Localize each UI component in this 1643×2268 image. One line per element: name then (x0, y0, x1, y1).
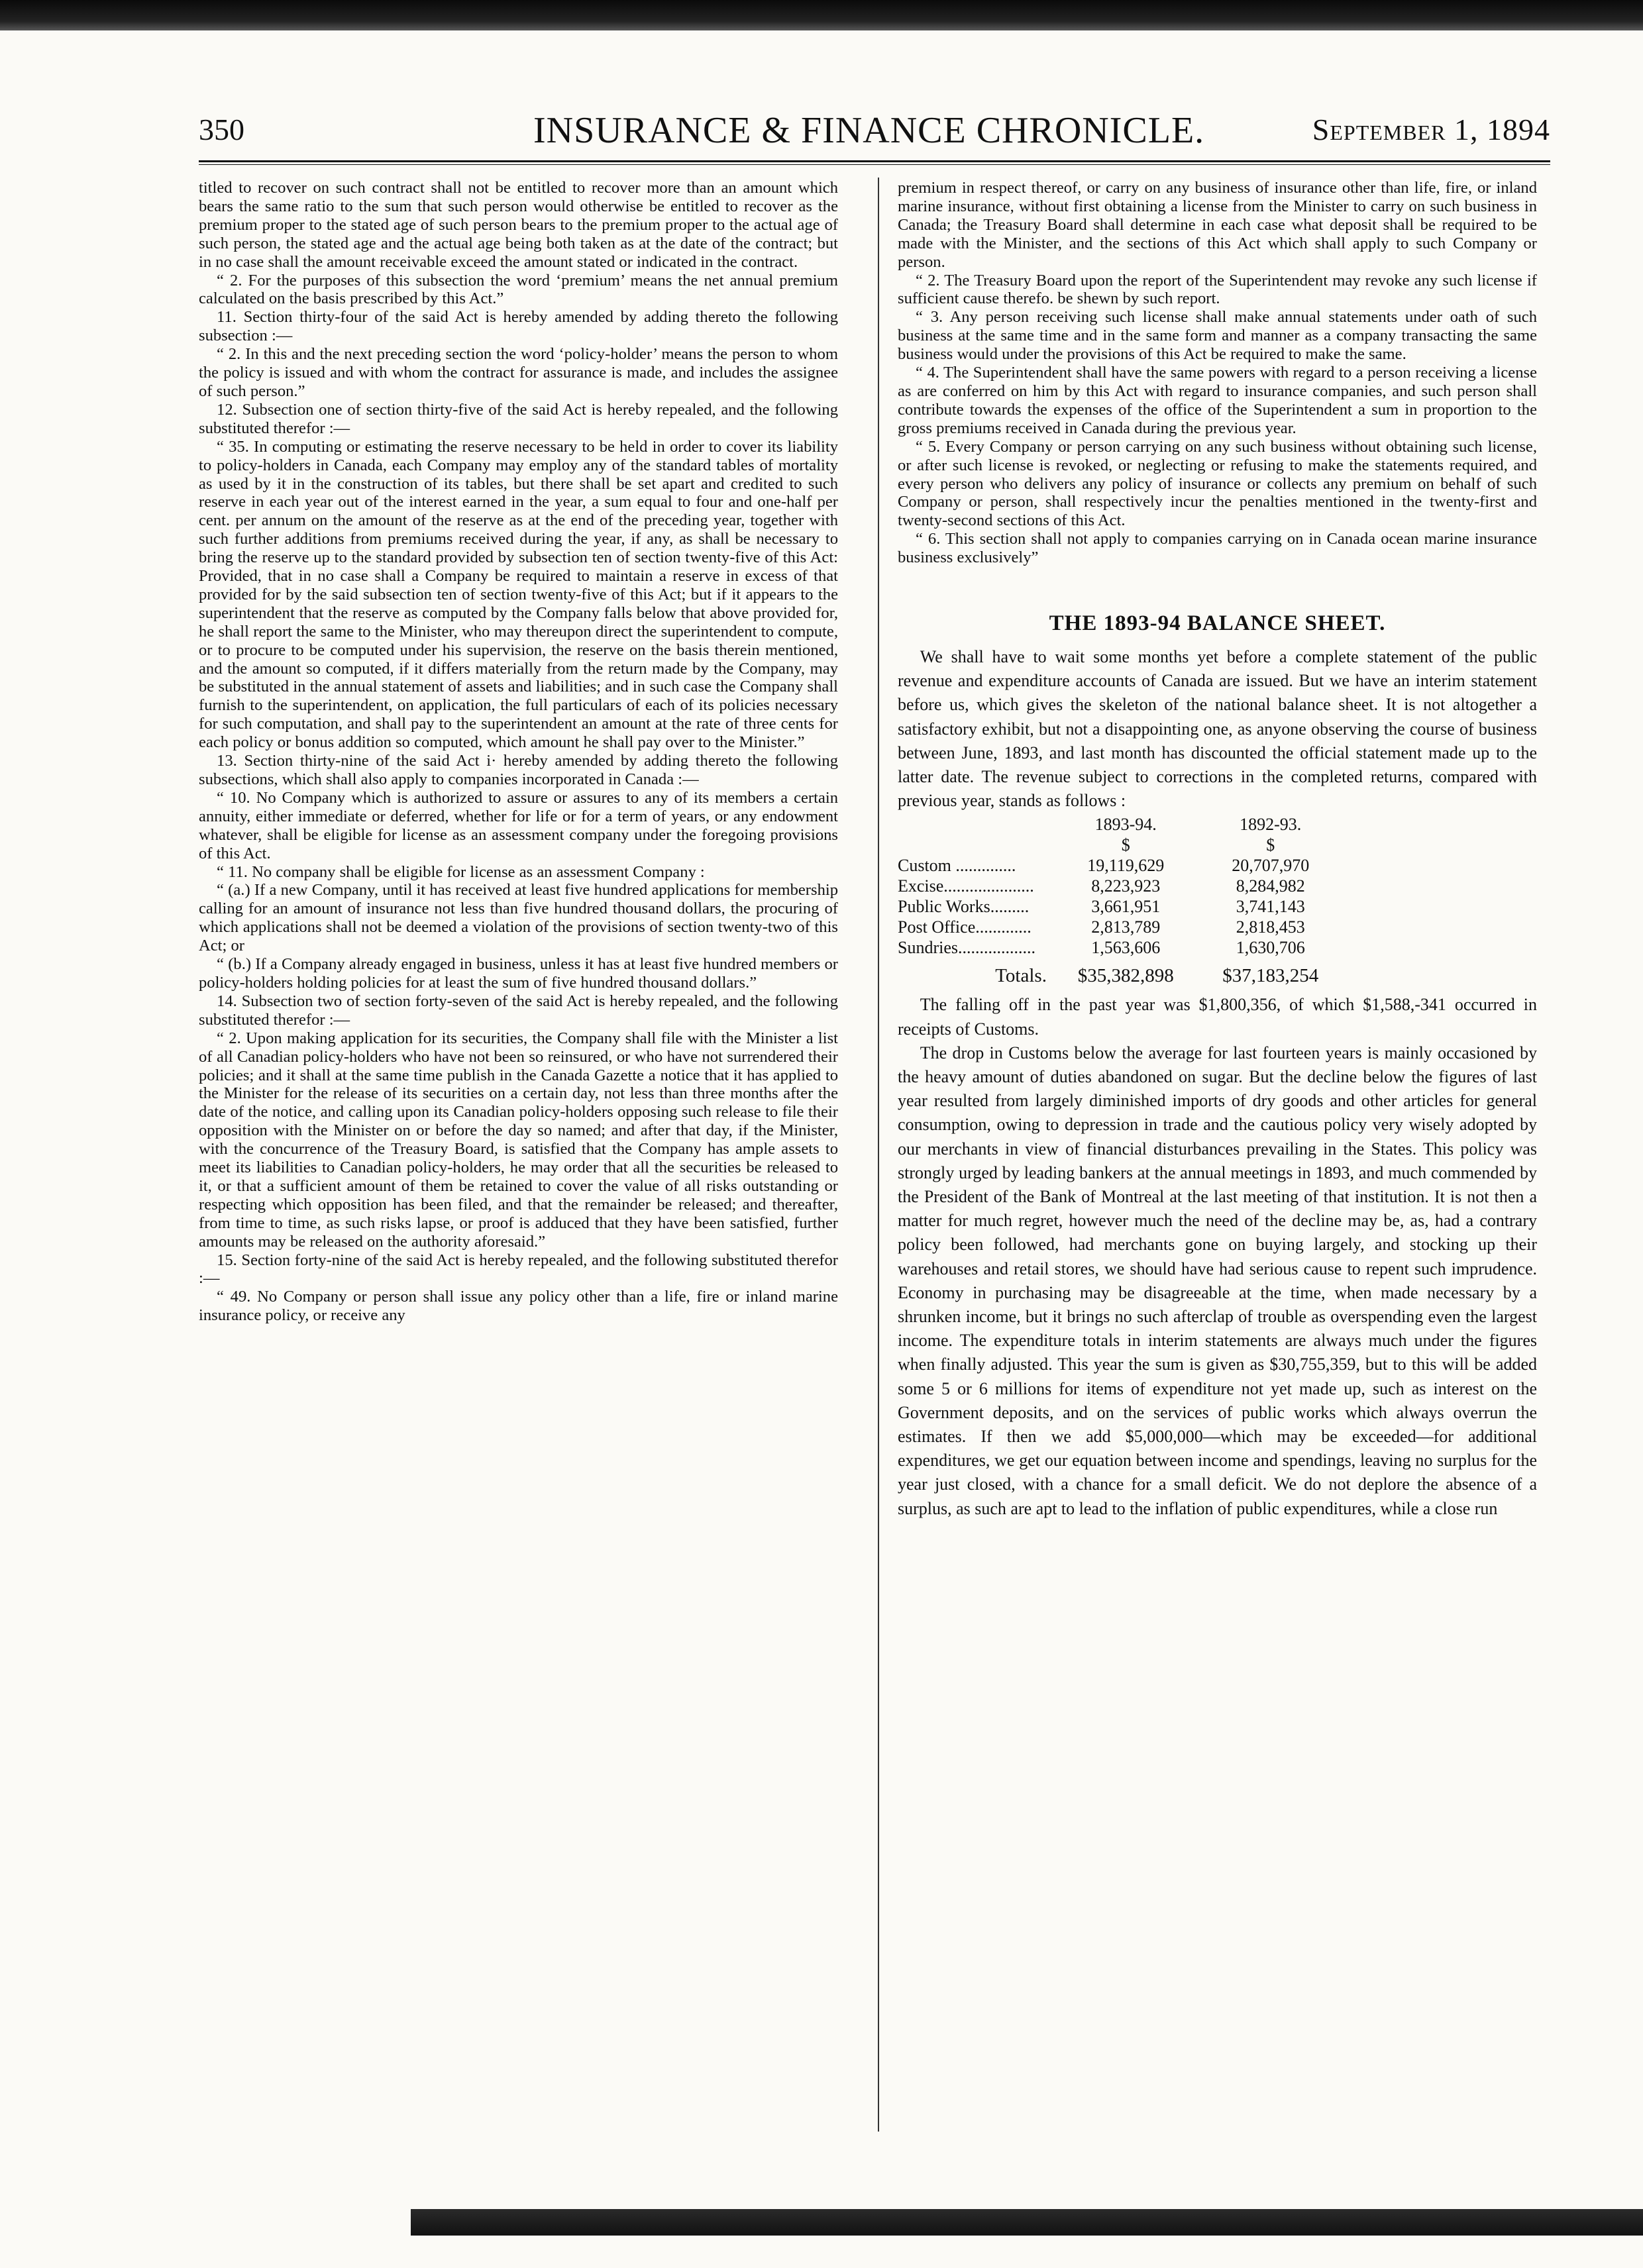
row-label: Sundries.................. (898, 938, 1035, 958)
article-body (898, 645, 1537, 1521)
left-column (199, 179, 838, 1325)
paragraph: The drop in Customs below the average for last fourteen years is mainly occasioned by the heavy amount of duties abandoned on sugar. But the decline below the figures of last year resulted from largely diminished imports of dry goods and other articles for general consumption, owing to depression in trade and the cautious policy very wisely adopted by our merchants in view of financial disturbances prevailing in the States. This policy was strongly urged by leading bankers at the annual meetings in 1893, and much commended by the President of the Bank of Montreal at the last meeting of that institution. It is not then a matter for much regret, however much the need of the decline may be, as, had a contrary policy been followed, had merchants gone on buying largely, and stocking up their warehouses and retail stores, we should have had serious cause to repent such imprudence. Economy in purchasing may be disagreeable at the time, when made necessary by a shrunken income, but it brings no such afterclap of trouble as overspending even the largest income. The expenditure totals in interim statements are always much under the figures when finally adjusted. This year the sum is given as $30,755,359, but to this will be added some 5 or 6 millions for items of expenditure not yet made up, such as interest on the Government deposits, and on the services of public works which always overrun the estimates. If then we add $5,000,000—which may be exceeded—for additional expenditures, we get our equation between income and spendings, leaving no surplus for the year just closed, with a chance for a small deficit. We do not deplore the absence of a surplus, as such are apt to lead to the inflation of public expenditures, while a close run (898, 1043, 1537, 1518)
publication-title: INSURANCE & FINANCE CHRONICLE. (533, 110, 1205, 151)
paragraph: 11. Section thirty-four of the said Act is hereby amended by adding thereto the following subsection :— (199, 308, 838, 345)
row-label: Excise..................... (898, 876, 1034, 896)
paragraph: premium in respect thereof, or carry on any business of insurance other than life, fire, or inland marine insurance, without first obtaining a license from the Minister to carry on such business in Canada; the Treasury Board shall determine in each case what deposit shall be required to be made with the Minister, and the sections of this Act which shall apply to such Company or person. (898, 179, 1537, 271)
paragraph: The falling off in the past year was $1,800,356, of which $1,588,-341 occurred in receipts of Customs. (898, 995, 1537, 1039)
paragraph: “ 4. The Superintendent shall have the same powers with regard to a person receiving a license as are conferred on him by this Act with regard to insurance companies, and such person shall contribute towards the expenses of the office of the Superintendent a sum in proportion to the gross premiums received in Canada during the previous year. (898, 364, 1537, 437)
paragraph: “ 10. No Company which is authorized to assure or assures to any of its members a certain annuity, either immediate or deferred, whether for life or for a term of years, or any endowment whatever, shall be eligible for license as an assessment company under the foregoing provisions of this Act. (199, 788, 838, 862)
column-rule (878, 178, 879, 2132)
page-header (199, 109, 1550, 162)
value-1893-94: 8,223,923 (1091, 876, 1161, 896)
paragraph: 12. Subsection one of section thirty-five of the said Act is hereby repealed, and the following substituted therefor :— (199, 400, 838, 437)
column-header: 1893-94. (1094, 815, 1157, 835)
table-row (898, 876, 1335, 896)
article-title: THE 1893-94 BALANCE SHEET. (1049, 611, 1386, 636)
paragraph: “ 2. For the purposes of this subsection the word ‘premium’ means the net annual premium calculated on the basis prescribed by this Act.” (199, 271, 838, 308)
table-row (898, 855, 1335, 876)
paragraph: “ 2. In this and the next preceding section the word ‘policy-holder’ means the person to whom the policy is issued and with whom the contract for assurance is made, and includes the assignee of such person.” (199, 345, 838, 400)
table-row (898, 896, 1335, 917)
paragraph: “ 6. This section shall not apply to companies carrying on in Canada ocean marine insurance business exclusively” (898, 530, 1537, 567)
value-1892-93: 8,284,982 (1236, 876, 1305, 896)
row-label: Custom .............. (898, 856, 1016, 876)
paragraph: “ (b.) If a Company already engaged in business, unless it has at least five hundred members or policy-holders holding policies for at least the sum of five hundred thousand dollars.” (199, 955, 838, 992)
row-label: Public Works......... (898, 897, 1030, 917)
value-1893-94: 1,563,606 (1091, 938, 1161, 958)
scan-bottom-bar (411, 2209, 1643, 2236)
row-label: Post Office............. (898, 917, 1032, 937)
article-intro: We shall have to wait some months yet before a complete statement of the public revenue and expenditure accounts of Canada are issued. But we have an interim statement before us, which gives the skeleton of the national balance sheet. It is not altogether a satisfactory exhibit, but not a disappointing one, as anyone observing the course of business between June, 1893, and last month has discounted the official statement made up to the latter date. The revenue subject to corrections in the completed returns, compared with previous year, stands as follows : (898, 646, 1537, 811)
column-header: 1892-93. (1240, 815, 1302, 835)
value-1893-94: 3,661,951 (1091, 897, 1161, 917)
value-1892-93: 1,630,706 (1236, 938, 1305, 958)
scan-edge-bar (0, 0, 1643, 30)
table-unit-row (898, 835, 1335, 855)
header-rule (199, 160, 1550, 165)
total-1893-94: $35,382,898 (1077, 965, 1174, 987)
paragraph: 15. Section forty-nine of the said Act is hereby repealed, and the following substituted therefor :— (199, 1251, 838, 1288)
paragraph: 14. Subsection two of section forty-seven of the said Act is hereby repealed, and the following substituted therefor :— (199, 992, 838, 1029)
right-column (898, 179, 1537, 1521)
paragraph: “ 35. In computing or estimating the reserve necessary to be held in order to cover its liability to policy-holders in Canada, each Company may employ any of the standard tables of mortality as used by it in the construction of its tables, but there shall be set apart and credited to such reserve in each year out of the interest earned in the year, a sum equal to four and one-half per cent. per annum on the amount of the reserve as at the end of the preceding year, together with such further additions from premiums received during the year, if any, as shall be necessary to bring the reserve up to the standard provided by subsection ten of section twenty-five of this Act: Provided, that in no case shall a Company be required to maintain a reserve in excess of that provided for by the said subsection ten of section twenty-five of this Act; but if it appears to the superintendent that the reserve as computed by the Company falls below that above provided for, he shall report the same to the Minister, who may thereupon direct the superintendent to compute, or to procure to be computed under his supervision, the reserve on the basis therein mentioned, and the amount so computed, if it differs materially from the return made by the Company, may be substituted in the annual statement of assets and liabilities; and in such case the Company shall furnish to the superintendent, on application, the full particulars of each of its policies necessary for such computation, and shall pay to the superintendent an amount at the rate of three cents for each policy or bonus addition so computed, which amount he shall pay over to the Minister.” (199, 437, 838, 752)
issue-date: September 1, 1894 (1312, 113, 1550, 146)
paragraph: “ 2. Upon making application for its securities, the Company shall file with the Minister a list of all Canadian policy-holders who have not been so reinsured, or who have not surrendered their policies; and it shall at the same time publish in the Canada Gazette a notice that it has applied to the Minister for the release of its securities on a certain day, not less than three months after the date of the notice, and calling upon its Canadian policy-holders opposing such release to file their opposition with the Minister on or before the day so named; and after that day, if the Minister, with the concurrence of the Treasury Board, is satisfied that the Company has ample assets to meet its liabilities to Canadian policy-holders, he may order that all the securities be released to it, or that a sufficient amount of them be retained to cover the value of all risks outstanding or respecting which opposition has been filed, and that the remainder be released; and thereafter, from time to time, as such risks lapse, or proof is adduced that they have been satisfied, further amounts may be released on the authority aforesaid.” (199, 1029, 838, 1251)
paragraph: 13. Section thirty-nine of the said Act i· hereby amended by adding thereto the following subsections, which shall also apply to companies incorporated in Canada :— (199, 752, 838, 788)
totals-label: Totals. (995, 965, 1047, 987)
unit-label: $ (1266, 835, 1275, 855)
totals-row (898, 958, 1335, 986)
paragraph: “ 3. Any person receiving such license shall make annual statements under oath of such business at the same time and in the same form and manner as a company transacting the same business would under the provisions of this Act be required to make the same. (898, 308, 1537, 364)
table-row (898, 917, 1335, 937)
paragraph: “ 49. No Company or person shall issue any policy other than a life, fire or inland marine insurance policy, or receive any (199, 1288, 838, 1325)
value-1892-93: 2,818,453 (1236, 917, 1305, 937)
paragraph: “ 11. No company shall be eligible for license as an assessment Company : (217, 862, 705, 881)
paragraph: “ 5. Every Company or person carrying on any such business without obtaining such license, or after such license is revoked, or neglecting or refusing to make the statements required, and every person who delivers any policy of insurance or collects any premium on behalf of such Company or person, shall respectively incur the penalties mentioned in the twenty-first and twenty-second sections of this Act. (898, 437, 1537, 530)
table-header-row (898, 814, 1335, 835)
balance-table (898, 814, 1335, 986)
value-1893-94: 2,813,789 (1091, 917, 1161, 937)
paragraph: titled to recover on such contract shall not be entitled to recover more than an amount which bears the same ratio to the sum that such person would otherwise be entitled to recover as the premium proper to the stated age of such person bears to the premium proper to the actual age of such person, the stated age and the actual age being both taken as at the date of the contract; but in no case shall the amount receivable exceed the amount stated or indicated in the contract. (199, 179, 838, 271)
unit-label: $ (1121, 835, 1130, 855)
page-number: 350 (199, 113, 244, 146)
table-row (898, 937, 1335, 958)
value-1892-93: 20,707,970 (1232, 856, 1310, 876)
paragraph: “ (a.) If a new Company, until it has received at least five hundred applications for membership calling for an amount of insurance not less than five hundred thousand dollars, the procuring of which applications shall not be deemed a violation of the provisions of section twenty-two of this Act; or (199, 881, 838, 955)
paragraph: “ 2. The Treasury Board upon the report of the Superintendent may revoke any such license if sufficient cause therefo. be shewn by such report. (898, 271, 1537, 308)
total-1892-93: $37,183,254 (1222, 965, 1319, 987)
value-1893-94: 19,119,629 (1087, 856, 1165, 876)
value-1892-93: 3,741,143 (1236, 897, 1305, 917)
